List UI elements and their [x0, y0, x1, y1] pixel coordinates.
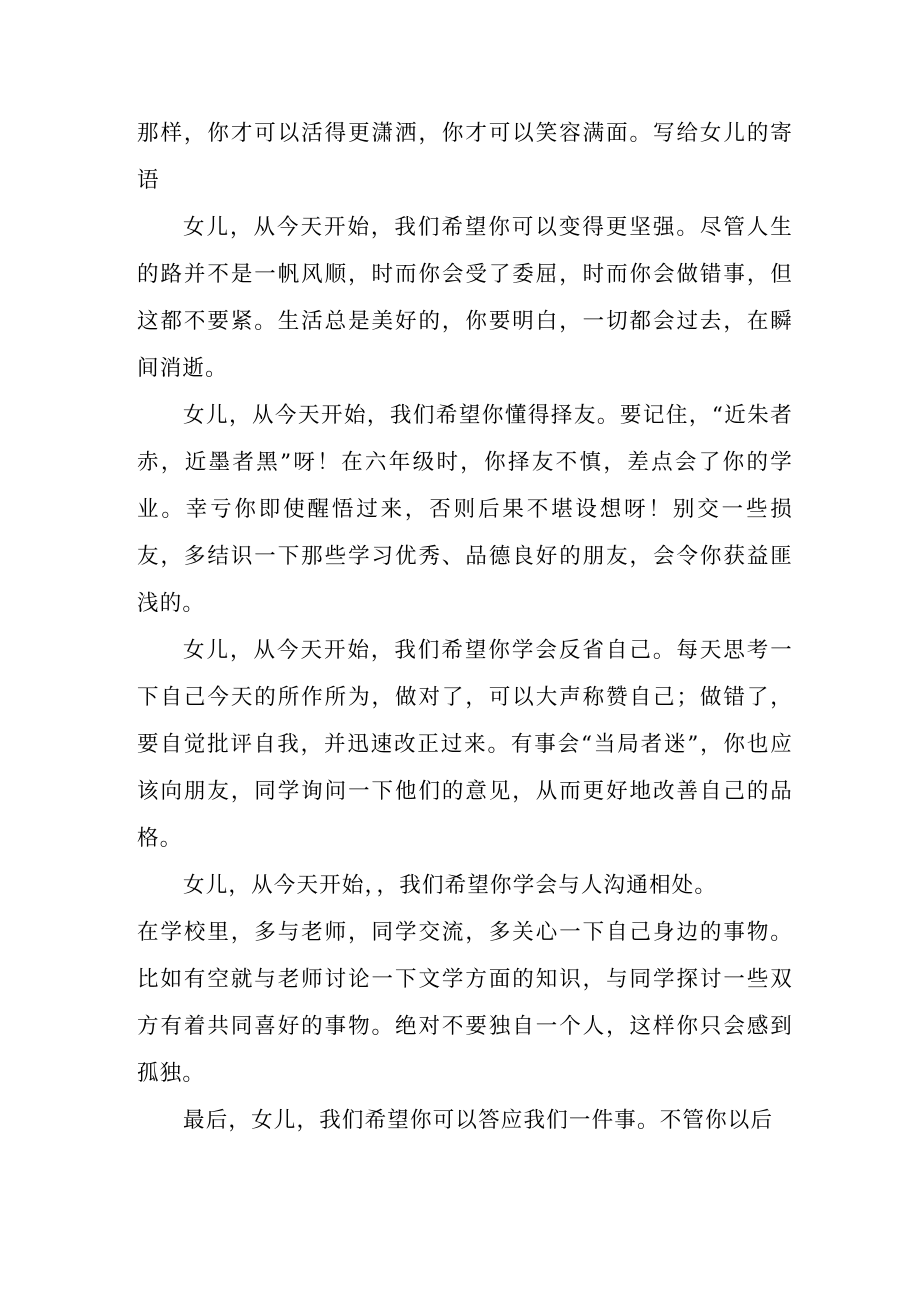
- paragraph-3: 女儿，从今天开始，我们希望你懂得择友。要记住，“近朱者赤，近墨者黑”呀！在六年级时，你择友不慎，差点会了你的学业。幸亏你即使醒悟过来，否则后果不堪设想呀！别交一些损友，多结识一下那些学习优秀、品德良好的朋友，会令你获益匪浅的。: [137, 403, 793, 616]
- document-page: [137, 110, 793, 1144]
- paragraph-2: 女儿，从今天开始，我们希望你可以变得更坚强。尽管人生的路并不是一帆风顺，时而你会受了委屈，时而你会做错事，但这都不要紧。生活总是美好的，你要明白，一切都会过去，在瞬间消逝。: [137, 215, 793, 381]
- paragraph-1: 那样，你才可以活得更潇洒，你才可以笑容满面。写给女儿的寄语: [137, 121, 793, 193]
- paragraph-4: 女儿，从今天开始，我们希望你学会反省自己。每天思考一下自己今天的所作所为，做对了，可以大声称赞自己；做错了，要自觉批评自我，并迅速改正过来。有事会“当局者迷”，你也应该向朋友，同学询问一下他们的意见，从而更好地改善自己的品格。: [137, 638, 793, 851]
- paragraph-6: 在学校里，多与老师，同学交流，多关心一下自己身边的事物。比如有空就与老师讨论一下文学方面的知识，与同学探讨一些双方有着共同喜好的事物。绝对不要独自一个人，这样你只会感到孤独。: [137, 920, 793, 1086]
- paragraph-7: 最后，女儿，我们希望你可以答应我们一件事。不管你以后: [183, 1108, 774, 1133]
- paragraph-5: 女儿，从今天开始，，我们希望你学会与人沟通相处。: [183, 873, 718, 898]
